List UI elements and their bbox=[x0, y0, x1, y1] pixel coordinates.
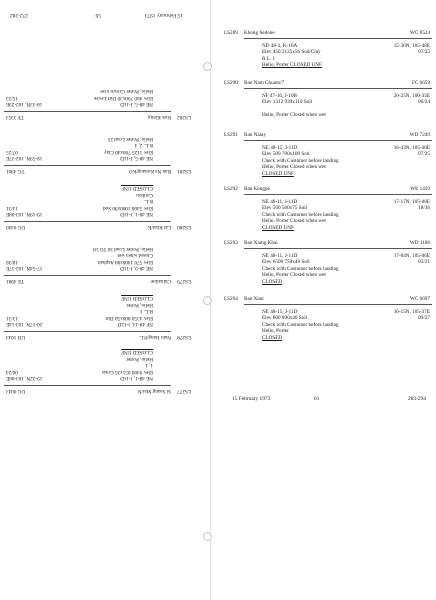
chart-ref: TF 3353 bbox=[6, 114, 24, 120]
right-page bbox=[210, 0, 436, 600]
chart-ref: UG 0043 bbox=[6, 388, 26, 394]
detail-line: Helio, Porter bbox=[262, 328, 289, 335]
detail-line: Helio, Porter Load 25 bbox=[107, 135, 153, 142]
entry-code: LS278 bbox=[177, 334, 191, 340]
detail-line: Elev 500 700x100 Sod bbox=[262, 151, 310, 158]
detail-line: 1, 1 bbox=[145, 362, 153, 369]
entry-code: LS281 bbox=[177, 168, 191, 174]
entry-name: Si Saang Mai/N bbox=[137, 388, 171, 394]
coordinates bbox=[6, 258, 42, 271]
coord-line: 06/24 bbox=[418, 99, 430, 106]
coord-line: 06/24 bbox=[6, 368, 18, 375]
entry-rule bbox=[244, 304, 432, 305]
detail-line: NE 48-1, J-11D bbox=[120, 211, 153, 217]
detail-line: Elev 460 700x30 Dirt Levee bbox=[93, 94, 153, 101]
chart-ref: FC 6659 bbox=[411, 80, 430, 86]
entry-code: LS293 bbox=[224, 240, 238, 246]
detail-line: R.L. 1 bbox=[262, 55, 276, 62]
detail-line: Elev 6500 750x40 Soil bbox=[262, 259, 310, 266]
detail-line: CLOSED UNF bbox=[121, 349, 153, 356]
entry-rule bbox=[4, 385, 171, 386]
coord-line: 19-19N, 103-08E bbox=[6, 211, 43, 217]
coord-line: 18/36 bbox=[418, 205, 430, 212]
chart-ref: WD 7249 bbox=[409, 132, 430, 138]
footer-date: 15 February 1973 bbox=[232, 396, 271, 402]
chart-ref: WC 6697 bbox=[409, 296, 430, 302]
page-number: 61 bbox=[314, 396, 320, 402]
entry-code: LS277 bbox=[177, 388, 191, 394]
coordinates bbox=[394, 253, 430, 266]
entry-code: LS292 bbox=[224, 186, 238, 192]
detail-line: Elev 5400 1000x90 Sod bbox=[102, 204, 153, 211]
entry-block bbox=[0, 280, 205, 340]
coordinates bbox=[394, 93, 430, 106]
detail-line: Helio, Porter Closed when wet bbox=[262, 272, 326, 279]
detail-line: CLOSED UNF bbox=[121, 185, 153, 192]
entry-code: LS280 bbox=[177, 224, 191, 230]
entry-details bbox=[33, 349, 153, 381]
entry-block bbox=[210, 240, 436, 300]
coord-line: 17-54N, 102-37E bbox=[6, 265, 43, 271]
coordinates bbox=[394, 145, 430, 158]
detail-line: Helio, Porter Closed when wet bbox=[262, 218, 326, 225]
page-range: 283-294 bbox=[408, 396, 426, 402]
entry-block bbox=[0, 224, 205, 284]
detail-line: Helio, Porter Grown over bbox=[99, 88, 153, 95]
detail-line: NE 48-15, J-11D bbox=[262, 309, 298, 315]
entry-block bbox=[0, 170, 205, 230]
detail-line: NE 48-11, J-11D bbox=[262, 253, 298, 259]
coord-line: 15-36N, 105-48E bbox=[393, 43, 430, 49]
coord-line: 16-15N, 105-37E bbox=[393, 309, 430, 315]
detail-line: Check with Customer before landing bbox=[262, 321, 339, 328]
entry-name: Ban Nalay bbox=[244, 132, 267, 138]
coord-line: 07/25 bbox=[418, 151, 430, 158]
coord-line: 20-17N, 103-14E bbox=[6, 321, 43, 327]
detail-line: NF 48-13, J-11D bbox=[117, 321, 153, 327]
detail-line: NF 47-16, J-10B bbox=[262, 93, 298, 99]
entry-rule bbox=[244, 88, 432, 89]
detail-line: R.L. 1 bbox=[139, 308, 153, 315]
entry-details bbox=[33, 185, 153, 217]
detail-line: NE 48-5, J-11D bbox=[120, 155, 153, 161]
detail-line: Helio, Porter Closed when wet bbox=[262, 164, 326, 171]
entry-details bbox=[262, 309, 382, 341]
chart-ref: UG 0440 bbox=[6, 224, 26, 230]
entry-details bbox=[33, 295, 153, 327]
page-number: 59 bbox=[95, 12, 101, 18]
detail-line: Elev 4350 800x50 Dirt bbox=[105, 314, 153, 321]
coordinates bbox=[6, 314, 42, 327]
entry-details bbox=[33, 88, 153, 107]
coord-line: 15/33 bbox=[6, 94, 18, 101]
entry-code: LS289 bbox=[224, 30, 238, 36]
entry-block bbox=[210, 186, 436, 246]
entry-block bbox=[210, 80, 436, 140]
detail-line: Helio, Porter Load 36 TO 18 bbox=[93, 245, 153, 252]
entry-block bbox=[0, 60, 205, 120]
entry-details bbox=[262, 145, 382, 177]
entry-rule bbox=[4, 275, 171, 276]
entry-block bbox=[0, 334, 205, 394]
coord-line: 20-25N, 100-35E bbox=[393, 93, 430, 99]
detail-line: Elev 1312 939x110 Soil bbox=[262, 99, 313, 106]
entry-code: LS282 bbox=[177, 114, 191, 120]
detail-line: Caribou bbox=[136, 191, 153, 198]
coord-line: 13/31 bbox=[6, 314, 18, 321]
entry-name: Kok Kieng bbox=[148, 114, 171, 120]
detail-line: ND 48-3, K-10A bbox=[262, 43, 298, 49]
coord-line: 18-33N, 102-29E bbox=[6, 101, 43, 107]
entry-block bbox=[210, 132, 436, 192]
footer-date: 15 February 1973 bbox=[144, 12, 183, 18]
entry-rule bbox=[4, 111, 171, 112]
entry-rule bbox=[244, 248, 432, 249]
entry-details bbox=[262, 43, 382, 69]
chart-ref: TE 4981 bbox=[6, 278, 25, 284]
chart-ref: UH 1643 bbox=[6, 334, 26, 340]
entry-name: Nam Hang/P.L. bbox=[138, 334, 171, 340]
entry-code: LS279 bbox=[177, 278, 191, 284]
entry-rule bbox=[4, 165, 171, 166]
coord-line: 18/36 bbox=[6, 258, 18, 265]
detail-line: Elev 600 800x40 Soil bbox=[262, 315, 308, 322]
detail-line: R.L. 2, 4 bbox=[134, 142, 153, 149]
detail-line: CLOSED UNF bbox=[121, 295, 153, 302]
coordinates bbox=[394, 199, 430, 212]
coordinates bbox=[6, 148, 42, 161]
detail-line: NE 48-9, J-11D bbox=[120, 265, 153, 271]
detail-line: Helio, Porter CLOSED UNF bbox=[262, 62, 322, 69]
chart-ref: WE 1410 bbox=[410, 186, 430, 192]
detail-line: NE 48-11, J-11D bbox=[262, 199, 298, 205]
detail-line: CLOSED bbox=[262, 278, 283, 285]
coord-line: 09/27 bbox=[418, 315, 430, 322]
detail-line: Check with Customer before landing bbox=[262, 157, 339, 164]
entry-details bbox=[262, 199, 382, 231]
coord-line: 07/25 bbox=[6, 148, 18, 155]
entry-details bbox=[262, 93, 382, 119]
entry-name: Khong Sedone bbox=[244, 30, 275, 36]
coordinates bbox=[6, 94, 42, 107]
detail-line: Elev 9400 851x35 Grass bbox=[101, 368, 153, 375]
entry-details bbox=[33, 135, 153, 161]
entry-rule bbox=[4, 331, 171, 332]
detail-line: Elev 1125 700x40 Clay bbox=[104, 148, 153, 155]
entry-name: Chinaline bbox=[150, 278, 171, 284]
detail-line: Helio, Porter bbox=[126, 301, 153, 308]
entry-block bbox=[210, 296, 436, 356]
detail-line: Check with Customer before landing bbox=[262, 211, 339, 218]
entry-code: LS290 bbox=[224, 80, 238, 86]
chart-ref: WC 8524 bbox=[409, 30, 430, 36]
detail-line: CLOSED UNF bbox=[262, 170, 294, 177]
entry-name: Lat Khai/K bbox=[147, 224, 171, 230]
coord-line: 07/25 bbox=[418, 49, 430, 56]
detail-line: Elev 500 500x75 Soil bbox=[262, 205, 308, 212]
entry-name: Ban Nam Chuam/7 bbox=[244, 80, 285, 86]
coord-line: 17-17N, 105-08E bbox=[393, 199, 430, 205]
entry-name: Ban Xiang Khai bbox=[244, 240, 278, 246]
coord-line: 03/21 bbox=[418, 259, 430, 266]
chart-ref: TG 4901 bbox=[6, 168, 25, 174]
coord-line: 18-59N, 102-37E bbox=[6, 155, 43, 161]
entry-details bbox=[33, 245, 153, 271]
detail-line: Check with Customer before landing bbox=[262, 265, 339, 272]
detail-line: Closed when wet bbox=[117, 252, 153, 259]
detail-line: Helio, Porter bbox=[126, 355, 153, 362]
entry-code: LS291 bbox=[224, 132, 238, 138]
coordinates bbox=[394, 309, 430, 322]
entry-details bbox=[262, 253, 382, 285]
detail-line: Helio, Porter Closed when wet bbox=[262, 112, 326, 119]
entry-rule bbox=[4, 221, 171, 222]
detail-line: CLOSED bbox=[262, 334, 283, 341]
detail-line: Elev 570 1400x80 Asphalt bbox=[97, 258, 153, 265]
detail-line: NE 48-5, J-11D bbox=[120, 101, 153, 107]
entry-rule bbox=[244, 140, 432, 141]
coordinates bbox=[6, 368, 42, 381]
entry-rule bbox=[244, 38, 432, 39]
entry-name: Ban Xani bbox=[244, 296, 264, 302]
coord-line: 19-22N, 103-06E bbox=[6, 375, 43, 381]
detail-line: NE 48-15, J-11D bbox=[262, 145, 298, 151]
chart-ref: WD 1188 bbox=[409, 240, 430, 246]
entry-block bbox=[0, 114, 205, 174]
detail-line: Elev 450 2125x56 Sod/Clay bbox=[262, 49, 321, 56]
detail-line: CLOSED UNF bbox=[262, 224, 294, 231]
entry-code: LS294 bbox=[224, 296, 238, 302]
page-range: 272-282 bbox=[10, 12, 28, 18]
coordinates bbox=[6, 204, 42, 217]
coord-line: 16-43N, 105-40E bbox=[393, 145, 430, 151]
coord-line: 17-04N, 105-06E bbox=[393, 253, 430, 259]
left-page-rotated bbox=[0, 0, 205, 600]
entry-name: Ban Na Kouang/KO bbox=[128, 168, 171, 174]
detail-line: R.L. bbox=[143, 198, 153, 205]
coordinates bbox=[394, 43, 430, 56]
entry-rule bbox=[244, 194, 432, 195]
entry-name: Ban Kengpe bbox=[244, 186, 270, 192]
detail-line: NE 48-1, J-11D bbox=[120, 375, 153, 381]
coord-line: 13/31 bbox=[6, 204, 18, 211]
